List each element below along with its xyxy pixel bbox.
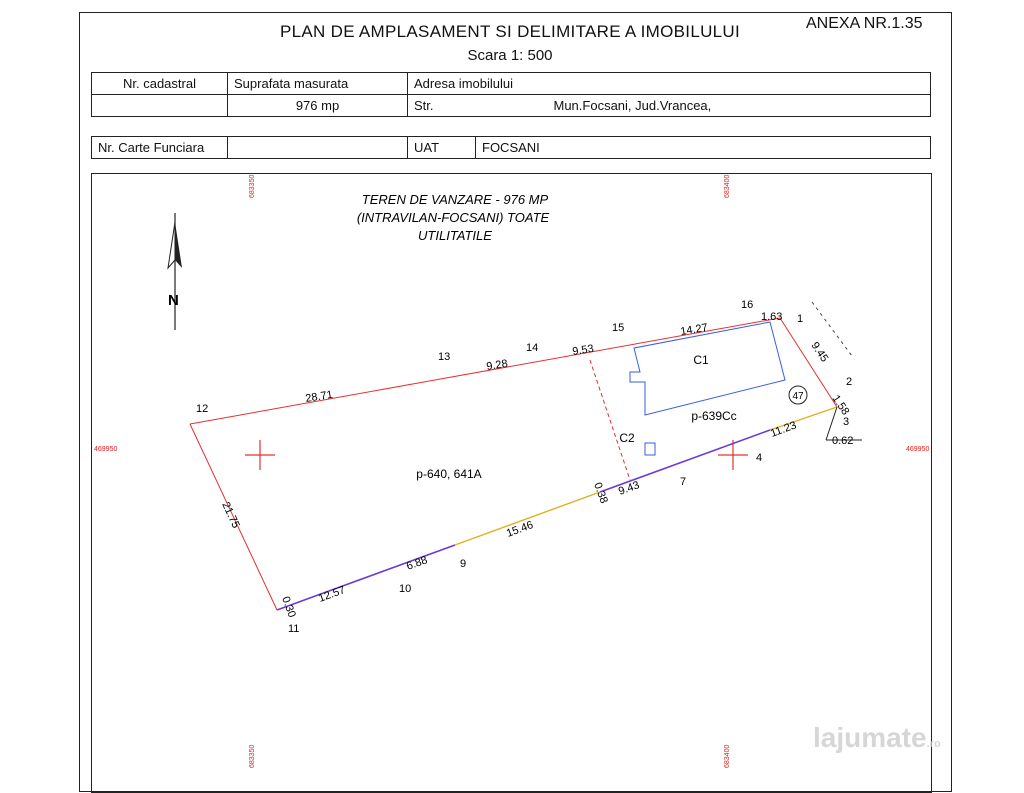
parcel-label-east: p-639Cc xyxy=(691,409,737,423)
watermark-logo: lajumate.ro xyxy=(813,722,941,753)
point-label: 3 xyxy=(843,416,850,428)
uat-value: FOCSANI xyxy=(476,137,931,159)
point-label: 16 xyxy=(741,299,754,311)
distance-label: 28.71 xyxy=(304,388,334,405)
plan-heading-line3: UTILITATILE xyxy=(418,228,492,243)
building-c2-outline xyxy=(645,443,655,455)
distance-label: 1.63 xyxy=(761,311,783,323)
plan-heading-line2: (INTRAVILAN-FOCSANI) TOATE xyxy=(356,210,550,225)
distance-label: 9.43 xyxy=(616,479,642,498)
point-label: 14 xyxy=(526,342,539,354)
distance-label: 0.30 xyxy=(279,594,298,620)
land-book-label: Nr. Carte Funciara xyxy=(92,137,228,159)
point-label: 9 xyxy=(460,558,467,570)
north-label: N xyxy=(168,292,179,309)
scale-label: Scara 1: 500 xyxy=(467,47,553,64)
building-c1-outline xyxy=(630,322,785,415)
distance-label: 15.46 xyxy=(504,519,535,540)
distance-label: 9.28 xyxy=(485,357,509,373)
neighbour-number: 47 xyxy=(792,391,804,402)
point-label: 11 xyxy=(288,623,300,635)
annex-label: ANEXA NR.1.35 xyxy=(806,15,923,32)
north-arrow-icon xyxy=(168,213,182,330)
grid-label-bottom-left: 683350 xyxy=(249,744,256,768)
point-label: 2 xyxy=(846,376,853,388)
point-label: 13 xyxy=(438,351,451,363)
point-label: 10 xyxy=(399,583,412,595)
distance-label: 21.75 xyxy=(219,500,242,531)
point-label: 7 xyxy=(680,476,687,488)
document-title: PLAN DE AMPLASAMENT SI DELIMITARE A IMOBILULUI xyxy=(279,22,741,41)
parcel-boundary xyxy=(190,318,837,610)
distance-label: 6.88 xyxy=(404,554,430,573)
grid-label-right: 469950 xyxy=(906,446,930,453)
address-header: Adresa imobilului xyxy=(408,73,931,95)
grid-label-top-left: 683350 xyxy=(249,174,256,198)
distance-label: 0.38 xyxy=(591,480,610,506)
building-c1-label: C1 xyxy=(693,353,709,367)
point-label: 12 xyxy=(196,403,209,415)
distance-label: 9.53 xyxy=(571,342,595,358)
distance-label: 1.58 xyxy=(829,392,852,418)
distance-label: 0.62 xyxy=(832,435,854,447)
measured-area-header: Suprafata masurata xyxy=(228,73,408,95)
distance-label: 9.45 xyxy=(808,339,831,365)
cadastral-number-header: Nr. cadastral xyxy=(92,73,228,95)
grid-label-left: 469950 xyxy=(94,446,118,453)
grid-label-bottom-right: 683400 xyxy=(724,744,731,768)
distance-label: 14.27 xyxy=(679,321,709,338)
measured-area-value: 976 mp xyxy=(228,95,408,117)
distance-label: 11.23 xyxy=(768,419,799,440)
point-label: 4 xyxy=(756,452,763,464)
building-c2-label: C2 xyxy=(619,431,635,445)
distance-label: 12.57 xyxy=(316,584,347,605)
address-street: Str. xyxy=(408,95,548,117)
parcel-label-main: p-640, 641A xyxy=(416,467,482,481)
address-city: Mun.Focsani, Jud.Vrancea, xyxy=(548,95,931,117)
grid-label-top-right: 683400 xyxy=(724,174,731,198)
point-label: 1 xyxy=(797,313,804,325)
plan-heading-line1: TEREN DE VANZARE - 976 MP xyxy=(361,192,549,207)
point-label: 15 xyxy=(612,322,625,334)
uat-label: UAT xyxy=(408,137,476,159)
